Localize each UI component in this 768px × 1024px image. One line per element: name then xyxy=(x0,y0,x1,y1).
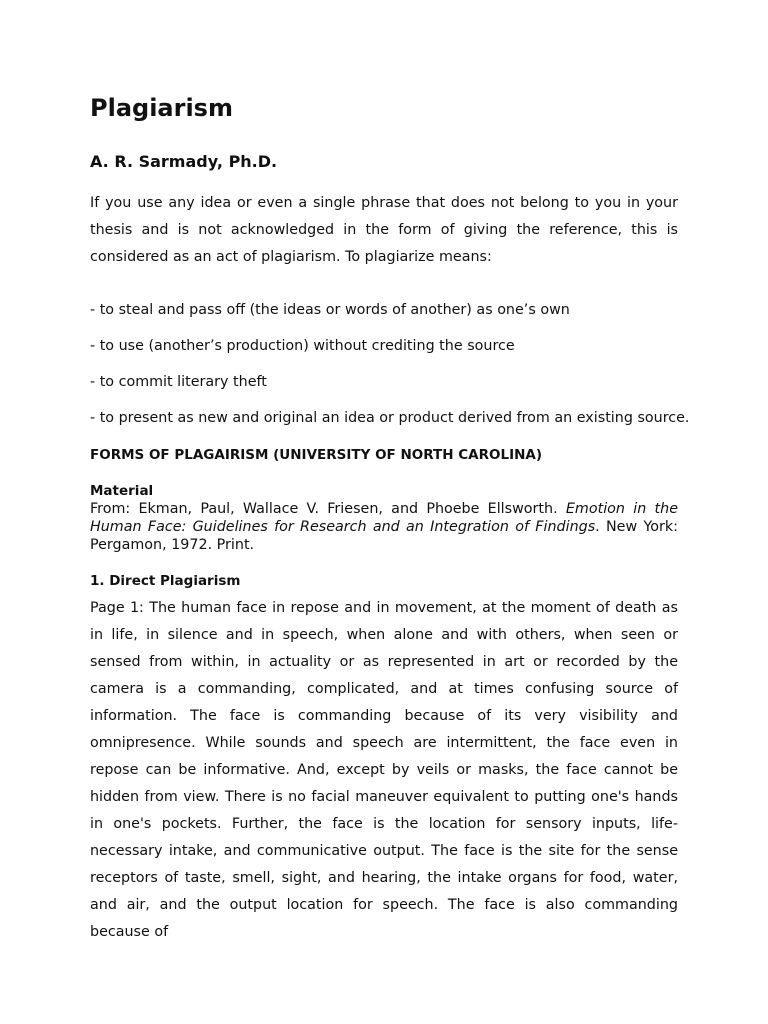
citation-prefix: From: Ekman, Paul, Wallace V. Friesen, and Phoebe Ellsworth. xyxy=(90,501,566,517)
list-item: - to use (another’s production) without crediting the source xyxy=(90,338,515,354)
citation xyxy=(90,500,678,554)
citation-suffix: . New York: Pergamon, 1972. Print. xyxy=(90,519,679,553)
list-item: - to present as new and original an idea or product derived from an existing source. xyxy=(90,410,690,426)
material-label: Material xyxy=(90,483,154,499)
page1-paragraph: Page 1: The human face in repose and in movement, at the moment of death as in life, in silence and in speech, when alone and with others, when seen or sensed from within, in actuality or as represented in art or recorded by the camera is a commanding, complicated, and at times confusing source of information. The face is commanding because of its very visibility and omnipresence. While sounds and speech are intermittent, the face even in repose can be informative. And, except by veils or masks, the face cannot be hidden from view. There is no facial maneuver equivalent to putting one's hands in one's pockets. Further, the face is the location for sensory inputs, life-necessary intake, and communicative output. The face is the site for the sense receptors of taste, smell, sight, and hearing, the intake organs for food, water, and air, and the output location for speech. The face is also commanding because of xyxy=(90,600,678,940)
document-title: Plagiarism xyxy=(90,94,233,122)
citation-book-title: Emotion in the Human Face: Guidelines for Research and an Integration of Findings xyxy=(90,501,678,535)
list-item: - to commit literary theft xyxy=(90,374,267,390)
list-item: - to steal and pass off (the ideas or words of another) as one’s own xyxy=(90,302,570,318)
intro-paragraph: If you use any idea or even a single phrase that does not belong to you in your thesis and is not acknowledged in the form of giving the reference, this is considered as an act of plagiarism. To plagiarize means: xyxy=(90,195,678,265)
material-block xyxy=(90,482,678,554)
section-heading: 1. Direct Plagiarism xyxy=(90,573,241,589)
definition-list xyxy=(90,297,690,441)
author-line: A. R. Sarmady, Ph.D. xyxy=(90,152,278,171)
forms-heading: FORMS OF PLAGAIRISM (UNIVERSITY OF NORTH CAROLINA) xyxy=(90,447,543,463)
